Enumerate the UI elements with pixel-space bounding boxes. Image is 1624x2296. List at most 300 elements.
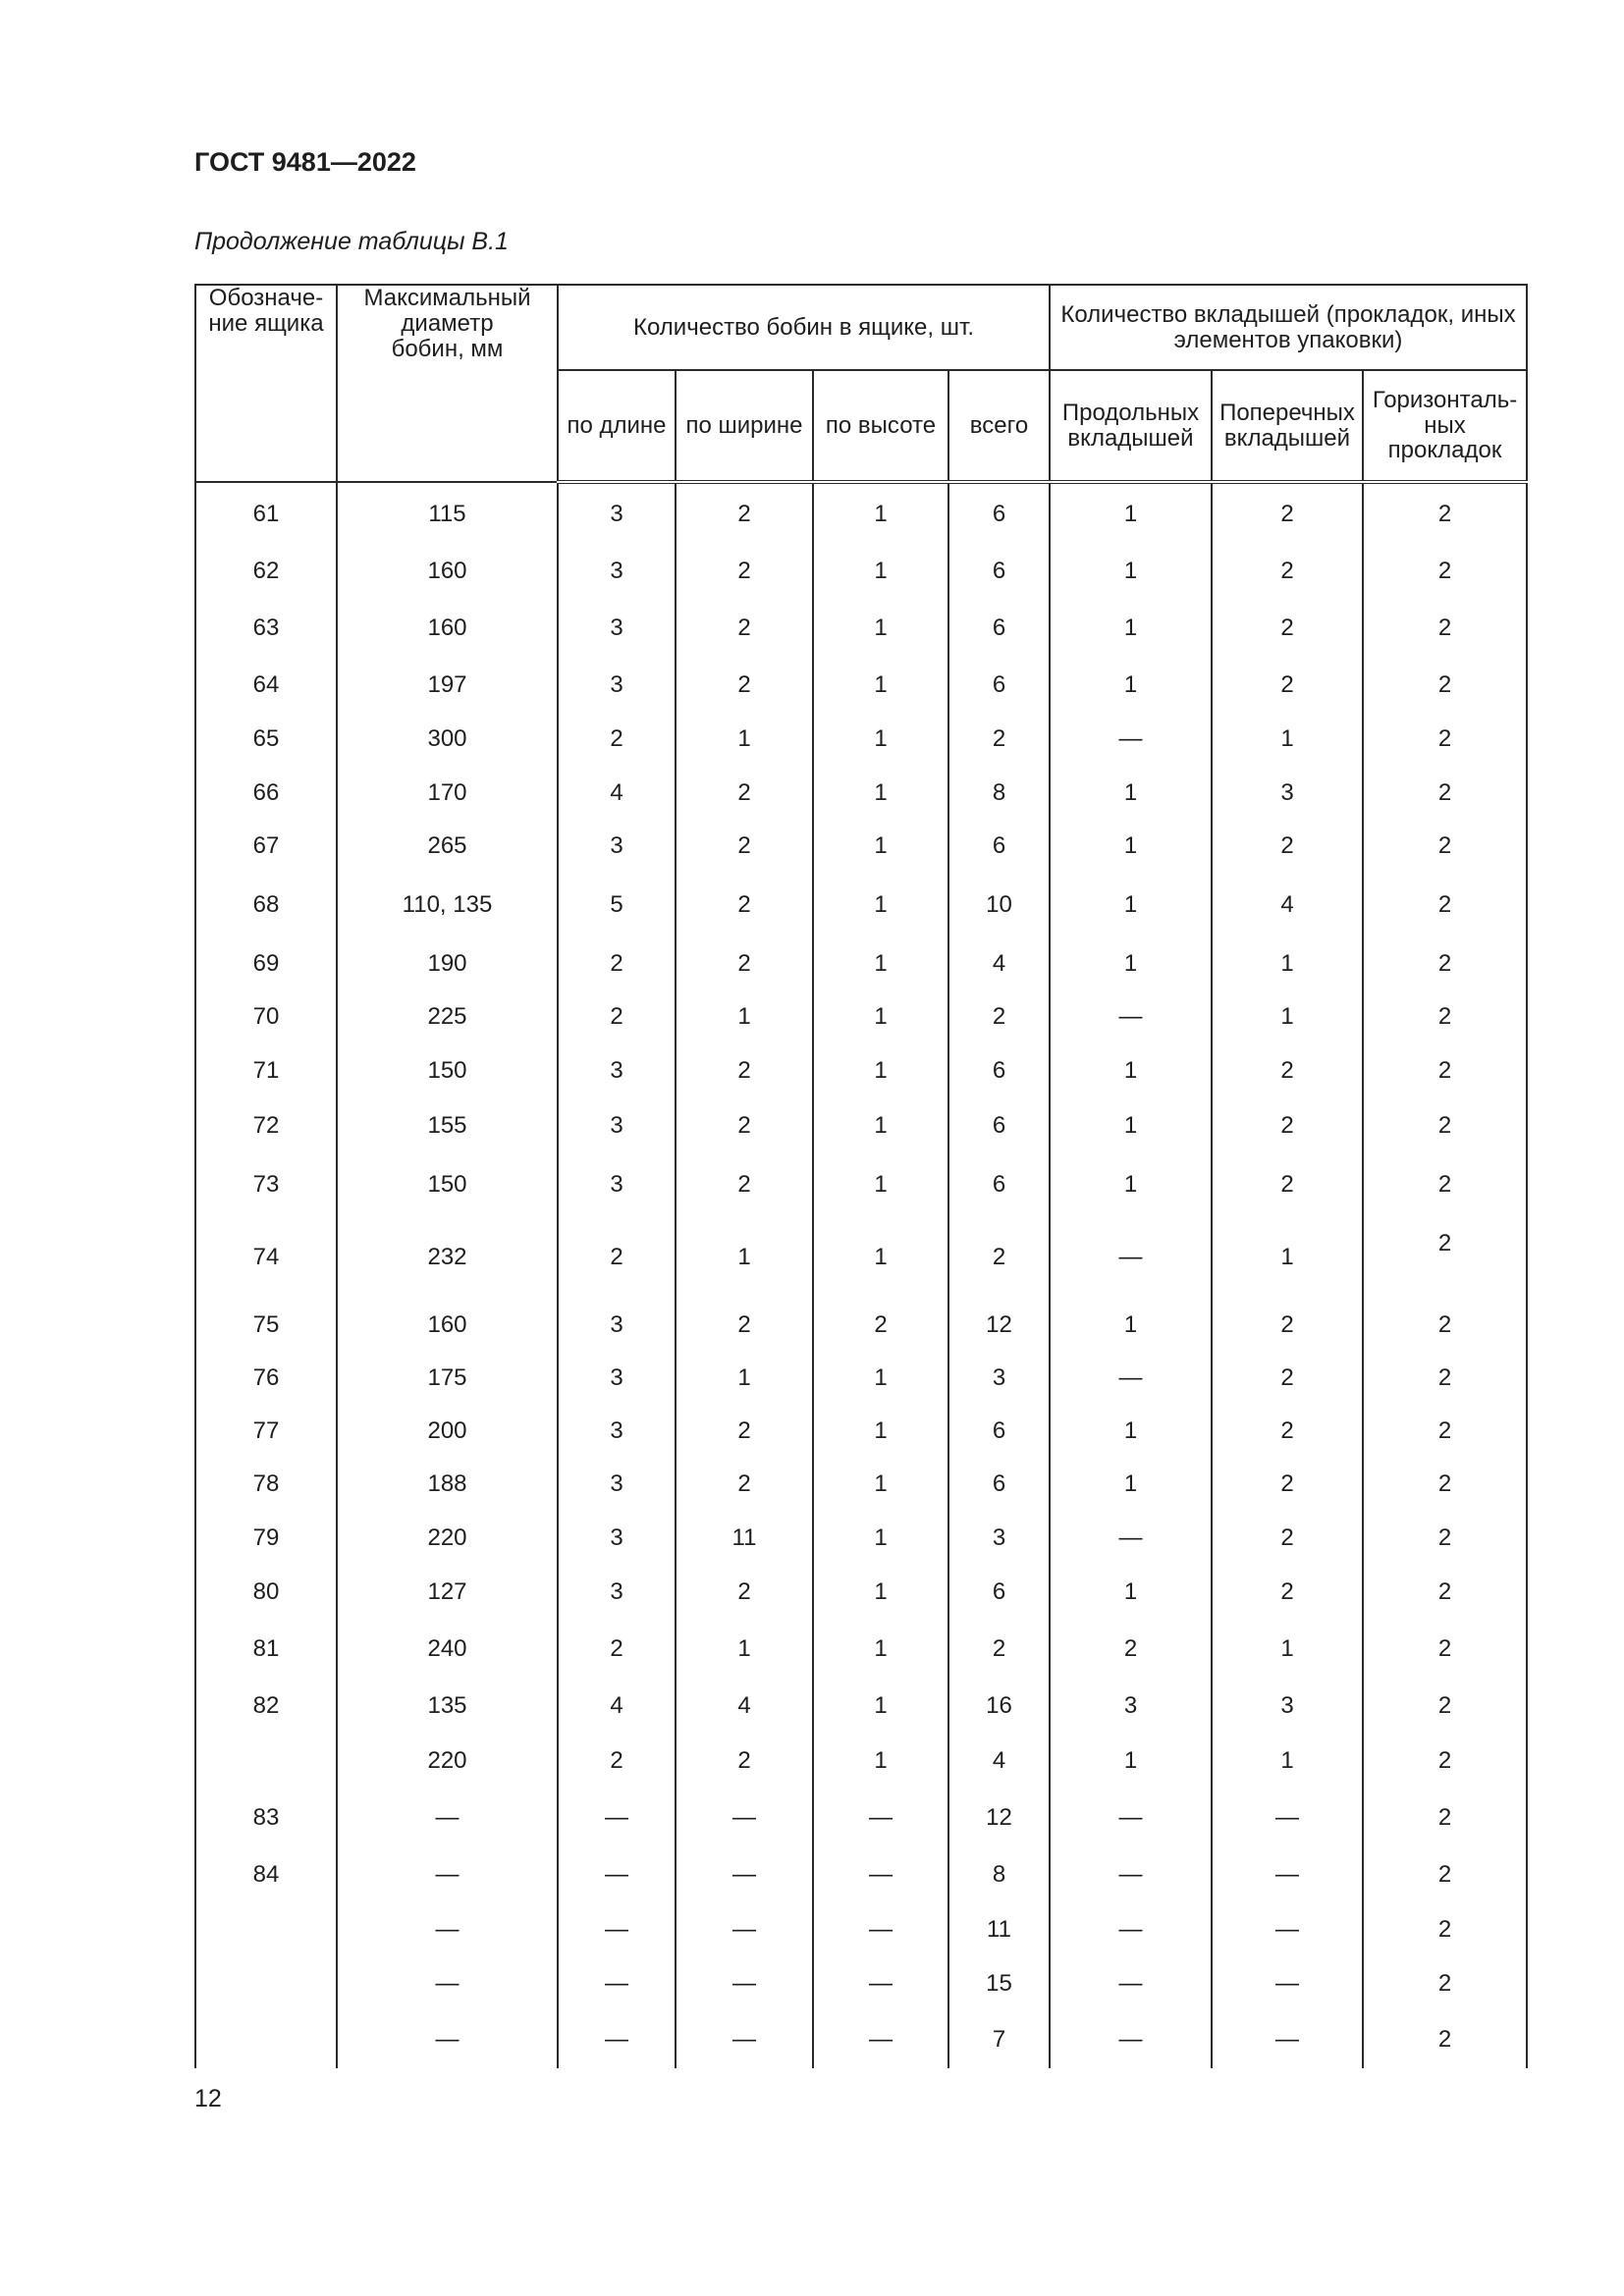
cell-length: [558, 1153, 676, 1216]
header-width: [676, 370, 813, 482]
cell-value: 4: [610, 1692, 623, 1719]
cell-value: —: [869, 2026, 893, 2053]
cell-value: 3: [610, 558, 623, 584]
cell-transverse: [1212, 482, 1363, 545]
cell-length: [558, 1903, 676, 1956]
cell-longitudinal: [1050, 1733, 1212, 1789]
cell-diameter: [337, 820, 558, 873]
cell-width: [676, 2011, 813, 2068]
cell-box: [195, 1903, 337, 1956]
cell-value: 3: [610, 501, 623, 527]
cell-value: 1: [874, 1057, 888, 1084]
cell-total: [948, 937, 1050, 990]
cell-value: 2: [1437, 1171, 1452, 1198]
cell-value: 2: [610, 950, 623, 977]
cell-value: 1: [1123, 1578, 1138, 1605]
table-body: [195, 482, 1527, 2068]
cell-value: —: [869, 1970, 893, 1997]
cell-longitudinal: [1050, 1405, 1212, 1458]
cell-value: 1: [1123, 832, 1138, 859]
cell-box: [195, 1216, 337, 1299]
cell-total: [948, 545, 1050, 598]
cell-value: 232: [427, 1244, 467, 1270]
cell-value: —: [435, 2026, 460, 2053]
cell-value: 2: [1437, 779, 1452, 806]
header-bobbins-group-text: Количество бобин в ящике, шт.: [633, 313, 974, 341]
cell-horizontal: [1363, 598, 1527, 659]
cell-width: [676, 1098, 813, 1153]
header-bobbins-group: [558, 285, 1050, 370]
cell-value: 3: [1280, 1692, 1294, 1719]
cell-width: [676, 1405, 813, 1458]
cell-diameter: [337, 1903, 558, 1956]
table-b1: [194, 284, 1528, 2068]
cell-value: 77: [252, 1417, 280, 1444]
cell-length: [558, 1619, 676, 1680]
cell-value: 7: [992, 2026, 1006, 2053]
cell-value: 1: [1280, 1747, 1294, 1774]
cell-value: 2: [737, 1747, 751, 1774]
cell-value: 1: [1123, 779, 1138, 806]
cell-height: [813, 712, 948, 767]
cell-total: [948, 1956, 1050, 2011]
cell-longitudinal: [1050, 1458, 1212, 1511]
cell-value: 6: [992, 1171, 1006, 1198]
cell-value: —: [1118, 1970, 1143, 1997]
cell-value: 2: [1280, 1112, 1294, 1139]
cell-height: [813, 1511, 948, 1566]
cell-value: 64: [252, 671, 280, 698]
cell-value: —: [605, 2026, 628, 2053]
cell-value: 12: [986, 1311, 1012, 1338]
cell-value: 1: [874, 891, 888, 918]
cell-value: 2: [874, 1311, 888, 1338]
cell-diameter: [337, 1511, 558, 1566]
table-row: [195, 820, 1527, 873]
cell-horizontal: [1363, 1458, 1527, 1511]
cell-value: 3: [1280, 779, 1294, 806]
cell-value: 2: [1437, 891, 1452, 918]
cell-diameter: [337, 1619, 558, 1680]
cell-longitudinal: [1050, 1511, 1212, 1566]
table-row: [195, 1511, 1527, 1566]
cell-value: 68: [252, 891, 280, 918]
cell-value: —: [1118, 1861, 1143, 1888]
cell-value: 240: [427, 1635, 467, 1662]
cell-value: 1: [1280, 1244, 1294, 1270]
cell-value: 300: [427, 725, 467, 752]
cell-height: [813, 598, 948, 659]
cell-value: 1: [1123, 1470, 1138, 1497]
cell-value: 1: [1123, 1417, 1138, 1444]
cell-value: 1: [1280, 1003, 1294, 1030]
cell-longitudinal: [1050, 1956, 1212, 2011]
cell-value: 4: [610, 779, 623, 806]
cell-value: 75: [252, 1311, 280, 1338]
cell-horizontal: [1363, 1216, 1527, 1299]
cell-value: 11: [731, 1524, 757, 1551]
cell-horizontal: [1363, 1789, 1527, 1846]
cell-transverse: [1212, 1789, 1363, 1846]
cell-horizontal: [1363, 1153, 1527, 1216]
table-row: [195, 1956, 1527, 2011]
cell-value: 2: [737, 1171, 751, 1198]
cell-value: —: [435, 1861, 460, 1888]
cell-width: [676, 1619, 813, 1680]
cell-value: 150: [427, 1171, 467, 1198]
cell-horizontal: [1363, 1956, 1527, 2011]
cell-horizontal: [1363, 820, 1527, 873]
cell-value: 2: [737, 671, 751, 698]
cell-length: [558, 767, 676, 820]
cell-transverse: [1212, 1405, 1363, 1458]
cell-value: 1: [874, 725, 888, 752]
cell-value: 84: [252, 1861, 280, 1888]
cell-value: 2: [1437, 558, 1452, 584]
table-row: [195, 545, 1527, 598]
cell-length: [558, 1566, 676, 1619]
cell-value: 1: [737, 1244, 751, 1270]
cell-value: 2: [737, 950, 751, 977]
cell-longitudinal: [1050, 1789, 1212, 1846]
cell-horizontal: [1363, 659, 1527, 712]
cell-value: 1: [737, 1003, 751, 1030]
cell-box: [195, 1846, 337, 1903]
cell-box: [195, 1956, 337, 2011]
cell-width: [676, 1352, 813, 1405]
table-row: [195, 937, 1527, 990]
table-row: [195, 598, 1527, 659]
header-max-diameter: [337, 285, 558, 482]
cell-box: [195, 1458, 337, 1511]
cell-height: [813, 990, 948, 1043]
cell-value: 2: [1280, 1364, 1294, 1391]
cell-total: [948, 1299, 1050, 1352]
cell-value: 1: [1123, 950, 1138, 977]
cell-value: 3: [992, 1524, 1006, 1551]
cell-value: 2: [1437, 1230, 1452, 1256]
cell-width: [676, 1903, 813, 1956]
cell-value: —: [1118, 1244, 1143, 1270]
cell-length: [558, 1098, 676, 1153]
cell-diameter: [337, 1098, 558, 1153]
cell-box: [195, 545, 337, 598]
cell-value: 2: [1280, 614, 1294, 641]
cell-diameter: [337, 767, 558, 820]
cell-value: —: [869, 1804, 893, 1831]
cell-value: 1: [874, 832, 888, 859]
cell-value: 2: [737, 1417, 751, 1444]
cell-value: —: [435, 1916, 460, 1943]
cell-value: 6: [992, 1057, 1006, 1084]
cell-height: [813, 545, 948, 598]
cell-total: [948, 712, 1050, 767]
cell-horizontal: [1363, 767, 1527, 820]
cell-value: 8: [992, 1861, 1006, 1888]
cell-value: 70: [252, 1003, 280, 1030]
cell-total: [948, 767, 1050, 820]
cell-longitudinal: [1050, 873, 1212, 937]
cell-width: [676, 1846, 813, 1903]
cell-value: 80: [252, 1578, 280, 1605]
cell-value: 78: [252, 1470, 280, 1497]
cell-total: [948, 1153, 1050, 1216]
cell-value: 66: [252, 779, 280, 806]
cell-value: 2: [1280, 1057, 1294, 1084]
cell-width: [676, 1511, 813, 1566]
cell-transverse: [1212, 712, 1363, 767]
cell-length: [558, 712, 676, 767]
cell-total: [948, 659, 1050, 712]
table-row: [195, 1903, 1527, 1956]
cell-value: 2: [1437, 614, 1452, 641]
cell-box: [195, 1789, 337, 1846]
cell-value: —: [732, 2026, 756, 2053]
cell-value: —: [605, 1916, 628, 1943]
cell-value: 1: [1123, 501, 1138, 527]
cell-height: [813, 1903, 948, 1956]
cell-value: 2: [610, 1244, 623, 1270]
cell-value: —: [605, 1861, 628, 1888]
header-inserts-group-text: Количество вкладышей (прокладок, иных элементов упаковки): [1060, 300, 1516, 353]
cell-value: 8: [992, 779, 1006, 806]
cell-box: [195, 1299, 337, 1352]
cell-total: [948, 1043, 1050, 1098]
cell-value: 2: [737, 1470, 751, 1497]
cell-value: 3: [610, 1171, 623, 1198]
cell-value: 197: [427, 671, 467, 698]
cell-longitudinal: [1050, 712, 1212, 767]
cell-transverse: [1212, 659, 1363, 712]
cell-height: [813, 1789, 948, 1846]
cell-length: [558, 598, 676, 659]
cell-transverse: [1212, 1216, 1363, 1299]
cell-value: 2: [1437, 1417, 1452, 1444]
cell-value: 1: [874, 1244, 888, 1270]
cell-box: [195, 482, 337, 545]
cell-transverse: [1212, 1043, 1363, 1098]
cell-box: [195, 712, 337, 767]
cell-diameter: [337, 1299, 558, 1352]
cell-total: [948, 873, 1050, 937]
cell-value: 1: [874, 1747, 888, 1774]
header-transverse-text: Поперечных вкладышей: [1219, 399, 1355, 452]
cell-value: 65: [252, 725, 280, 752]
table-row: [195, 712, 1527, 767]
cell-value: 1: [737, 1635, 751, 1662]
cell-value: —: [732, 1861, 756, 1888]
cell-value: 2: [1437, 1692, 1452, 1719]
cell-value: 3: [610, 1364, 623, 1391]
cell-value: —: [1118, 1916, 1143, 1943]
cell-transverse: [1212, 1846, 1363, 1903]
cell-value: —: [1275, 1804, 1299, 1831]
cell-length: [558, 1846, 676, 1903]
cell-horizontal: [1363, 1299, 1527, 1352]
cell-diameter: [337, 1733, 558, 1789]
cell-transverse: [1212, 598, 1363, 659]
cell-transverse: [1212, 937, 1363, 990]
cell-total: [948, 1352, 1050, 1405]
cell-value: 6: [992, 1112, 1006, 1139]
cell-longitudinal: [1050, 598, 1212, 659]
cell-height: [813, 937, 948, 990]
cell-value: 2: [737, 832, 751, 859]
cell-width: [676, 1680, 813, 1733]
cell-value: 2: [1437, 1003, 1452, 1030]
cell-box: [195, 1566, 337, 1619]
cell-value: 190: [427, 950, 467, 977]
cell-diameter: [337, 1458, 558, 1511]
table-row: [195, 659, 1527, 712]
cell-width: [676, 937, 813, 990]
cell-value: 1: [1123, 1057, 1138, 1084]
cell-value: 220: [427, 1747, 467, 1774]
cell-value: 76: [252, 1364, 280, 1391]
cell-longitudinal: [1050, 990, 1212, 1043]
table-row: [195, 1043, 1527, 1098]
cell-box: [195, 1352, 337, 1405]
cell-value: 16: [986, 1692, 1012, 1719]
cell-transverse: [1212, 1153, 1363, 1216]
cell-value: 1: [1280, 950, 1294, 977]
cell-length: [558, 1352, 676, 1405]
cell-diameter: [337, 1405, 558, 1458]
cell-value: 4: [992, 1747, 1006, 1774]
table-row: [195, 482, 1527, 545]
cell-value: —: [435, 1804, 460, 1831]
cell-value: —: [1118, 1804, 1143, 1831]
cell-value: 1: [874, 1578, 888, 1605]
cell-value: —: [869, 1861, 893, 1888]
cell-value: 1: [874, 1470, 888, 1497]
cell-transverse: [1212, 820, 1363, 873]
cell-value: 2: [1280, 1171, 1294, 1198]
cell-value: 2: [737, 1578, 751, 1605]
cell-value: —: [435, 1970, 460, 1997]
cell-total: [948, 1846, 1050, 1903]
cell-width: [676, 990, 813, 1043]
cell-value: 10: [986, 891, 1012, 918]
table-caption: Продолжение таблицы В.1: [194, 228, 509, 255]
cell-value: —: [1118, 1524, 1143, 1551]
cell-value: 1: [1123, 1171, 1138, 1198]
cell-value: 2: [1437, 1916, 1452, 1943]
cell-value: —: [1118, 725, 1143, 752]
cell-value: 3: [992, 1364, 1006, 1391]
header-width-text: по ширине: [685, 411, 803, 439]
cell-value: 2: [1437, 1747, 1452, 1774]
cell-value: 1: [874, 1171, 888, 1198]
cell-total: [948, 1789, 1050, 1846]
table-row: [195, 873, 1527, 937]
cell-value: —: [1118, 2026, 1143, 2053]
cell-value: 82: [252, 1692, 280, 1719]
cell-value: 1: [737, 725, 751, 752]
cell-height: [813, 1299, 948, 1352]
cell-horizontal: [1363, 482, 1527, 545]
cell-value: 2: [737, 1311, 751, 1338]
cell-value: 61: [252, 500, 280, 527]
cell-value: 1: [874, 1364, 888, 1391]
cell-transverse: [1212, 1098, 1363, 1153]
cell-value: —: [732, 1970, 756, 1997]
cell-value: 67: [252, 832, 280, 859]
cell-value: 4: [1280, 891, 1294, 918]
cell-value: 3: [610, 832, 623, 859]
cell-value: 3: [610, 1578, 623, 1605]
cell-value: 1: [874, 1635, 888, 1662]
cell-diameter: [337, 873, 558, 937]
cell-transverse: [1212, 1458, 1363, 1511]
cell-total: [948, 1458, 1050, 1511]
cell-height: [813, 1405, 948, 1458]
header-inserts-group: [1050, 285, 1527, 370]
cell-value: 1: [1280, 725, 1294, 752]
cell-transverse: [1212, 1566, 1363, 1619]
cell-value: 2: [610, 1635, 623, 1662]
cell-diameter: [337, 1566, 558, 1619]
cell-value: 188: [427, 1470, 467, 1497]
cell-value: 81: [252, 1635, 280, 1662]
cell-value: 6: [992, 501, 1006, 527]
cell-value: —: [1275, 1916, 1299, 1943]
cell-height: [813, 1680, 948, 1733]
cell-value: 3: [610, 671, 623, 698]
cell-total: [948, 1405, 1050, 1458]
cell-diameter: [337, 990, 558, 1043]
header-total: [948, 370, 1050, 482]
cell-value: 2: [992, 1003, 1006, 1030]
cell-horizontal: [1363, 937, 1527, 990]
cell-horizontal: [1363, 545, 1527, 598]
cell-value: —: [869, 1916, 893, 1943]
cell-length: [558, 482, 676, 545]
header-box-designation-text: Обозначе- ние ящика: [208, 285, 324, 337]
cell-width: [676, 1733, 813, 1789]
cell-value: 3: [610, 1057, 623, 1084]
cell-value: 15: [986, 1970, 1012, 1997]
cell-diameter: [337, 1680, 558, 1733]
header-horizontal: [1363, 370, 1527, 482]
cell-value: 2: [737, 779, 751, 806]
cell-value: 69: [252, 950, 280, 977]
cell-value: 2: [1280, 1578, 1294, 1605]
cell-length: [558, 1405, 676, 1458]
cell-longitudinal: [1050, 545, 1212, 598]
cell-transverse: [1212, 2011, 1363, 2068]
header-max-diameter-text: Максимальный диаметр бобин, мм: [363, 285, 531, 362]
cell-box: [195, 1405, 337, 1458]
header-height-text: по высоте: [825, 411, 937, 439]
cell-value: —: [1118, 1003, 1143, 1030]
cell-value: 265: [427, 832, 467, 859]
header-longitudinal-text: Продольных вкладышей: [1061, 399, 1200, 452]
cell-diameter: [337, 545, 558, 598]
cell-longitudinal: [1050, 1153, 1212, 1216]
cell-horizontal: [1363, 1098, 1527, 1153]
cell-value: 62: [252, 558, 280, 584]
table-row: [195, 1619, 1527, 1680]
cell-box: [195, 1511, 337, 1566]
cell-value: 1: [1123, 558, 1138, 584]
cell-transverse: [1212, 990, 1363, 1043]
cell-value: 6: [992, 1417, 1006, 1444]
table-row: [195, 1153, 1527, 1216]
cell-value: 83: [252, 1804, 280, 1831]
cell-value: 2: [1437, 1970, 1452, 1997]
cell-value: 2: [1437, 1804, 1452, 1831]
